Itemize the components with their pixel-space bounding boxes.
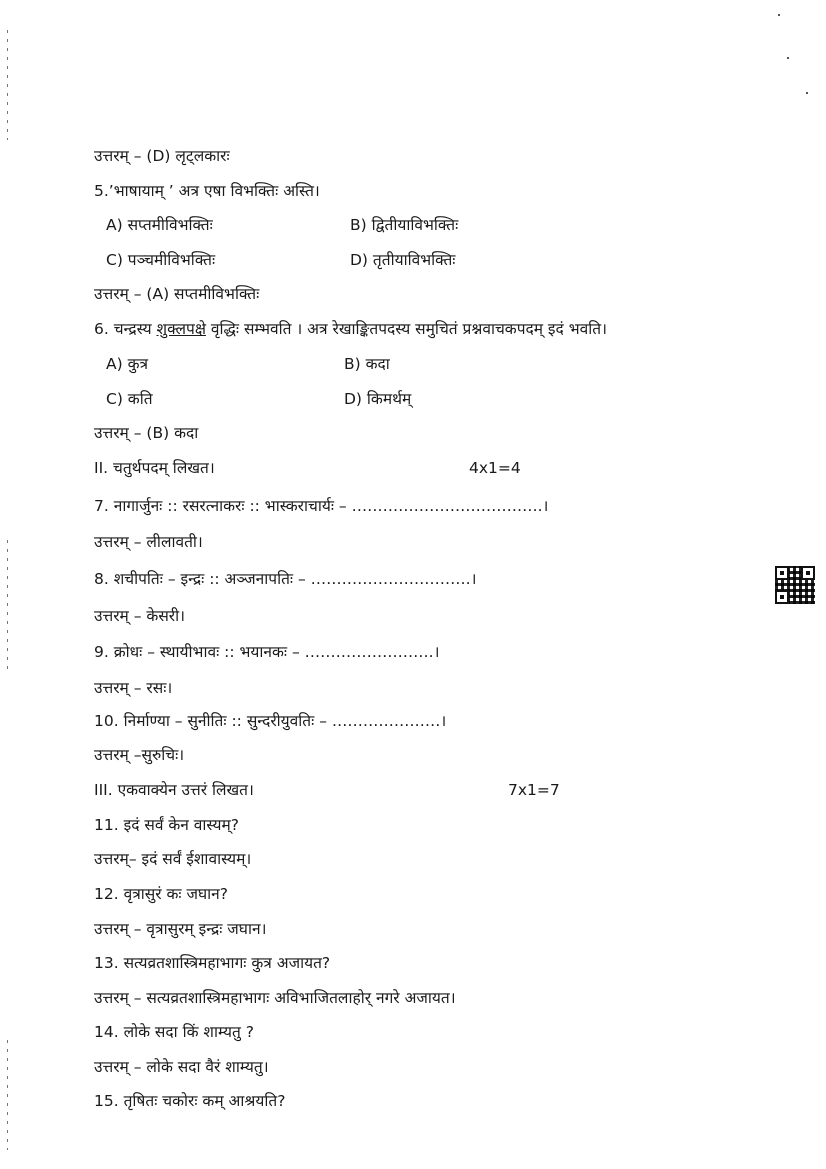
section-2-marks: 4x1=4 [469,459,521,477]
answer-q6: उत्तरम् – (B) कदा [94,424,199,442]
option-5a: A) सप्तमीविभक्तिः [106,216,213,234]
answer-q4: उत्तरम् – (D) लृट्लकारः [94,147,230,165]
option-6a: A) कुत्र [106,355,149,373]
option-5b: B) द्वितीयाविभक्तिः [350,216,459,234]
scan-left-edge-mid [7,540,8,670]
option-6b: B) कदा [344,355,390,373]
option-5d: D) तृतीयाविभक्तिः [350,251,456,269]
question-13: 13. सत्यव्रतशास्त्रिमहाभागः कुत्र अजायत? [94,954,331,972]
scan-speck [778,14,780,16]
question-14: 14. लोके सदा किं शाम्यतु ? [94,1023,254,1041]
underlined-word: शुक्लपक्षे [156,320,206,338]
section-3-heading: III. एकवाक्येन उत्तरं लिखत। [94,781,254,799]
option-5c: C) पञ्चमीविभक्तिः [106,251,216,269]
answer-q14: उत्तरम् – लोके सदा वैरं शाम्यतु। [94,1058,269,1076]
question-11: 11. इदं सर्वं केन वास्यम्? [94,816,239,834]
question-7: 7. नागार्जुनः :: रसरत्नाकरः :: भास्कराचार्यः – ……………………………….। [94,497,549,515]
scan-left-edge-bottom [7,1040,8,1150]
answer-q10: उत्तरम् –सुरुचिः। [94,746,185,764]
question-8: 8. शचीपतिः – इन्द्रः :: अञ्जनापतिः – ………………………….। [94,570,477,588]
qr-code [775,566,815,604]
scan-speck [806,92,808,94]
answer-q9: उत्तरम् – रसः। [94,679,173,697]
scan-left-edge-top [7,30,8,140]
scan-speck [787,57,789,59]
answer-q8: उत्तरम् – केसरी। [94,607,186,625]
question-9: 9. क्रोधः – स्थायीभावः :: भयानकः – …………………….। [94,643,440,661]
answer-q5: उत्तरम् – (A) सप्तमीविभक्तिः [94,285,260,303]
question-6-part1: 6. चन्द्रस्य [94,320,157,338]
option-6d: D) किमर्थम् [344,390,412,408]
answer-q11: उत्तरम्– इदं सर्वं ईशावास्यम्। [94,850,252,868]
answer-q7: उत्तरम् – लीलावती। [94,533,203,551]
option-6c: C) कति [106,390,153,408]
question-10: 10. निर्माण्या – सुनीतिः :: सुन्दरीयुवतिः – …………………। [94,712,447,730]
answer-q13: उत्तरम् – सत्यव्रतशास्त्रिमहाभागः अविभाजितलाहोर् नगरे अजायत। [94,989,456,1007]
question-6 [94,318,607,340]
question-12: 12. वृत्रासुरं कः जघान? [94,885,228,903]
section-2-heading: II. चतुर्थपदम् लिखत। [94,459,215,477]
question-6-part2: वृद्धिः सम्भवति । अत्र रेखाङ्कितपदस्य समुचितं प्रश्नवाचकपदम् इदं भवति। [205,320,607,338]
question-5: 5.’भाषायाम् ’ अत्र एषा विभक्तिः अस्ति। [94,182,320,200]
answer-q12: उत्तरम् – वृत्रासुरम् इन्द्रः जघान। [94,920,267,938]
section-3-marks: 7x1=7 [508,781,560,799]
question-15: 15. तृषितः चकोरः कम् आश्रयति? [94,1092,286,1110]
